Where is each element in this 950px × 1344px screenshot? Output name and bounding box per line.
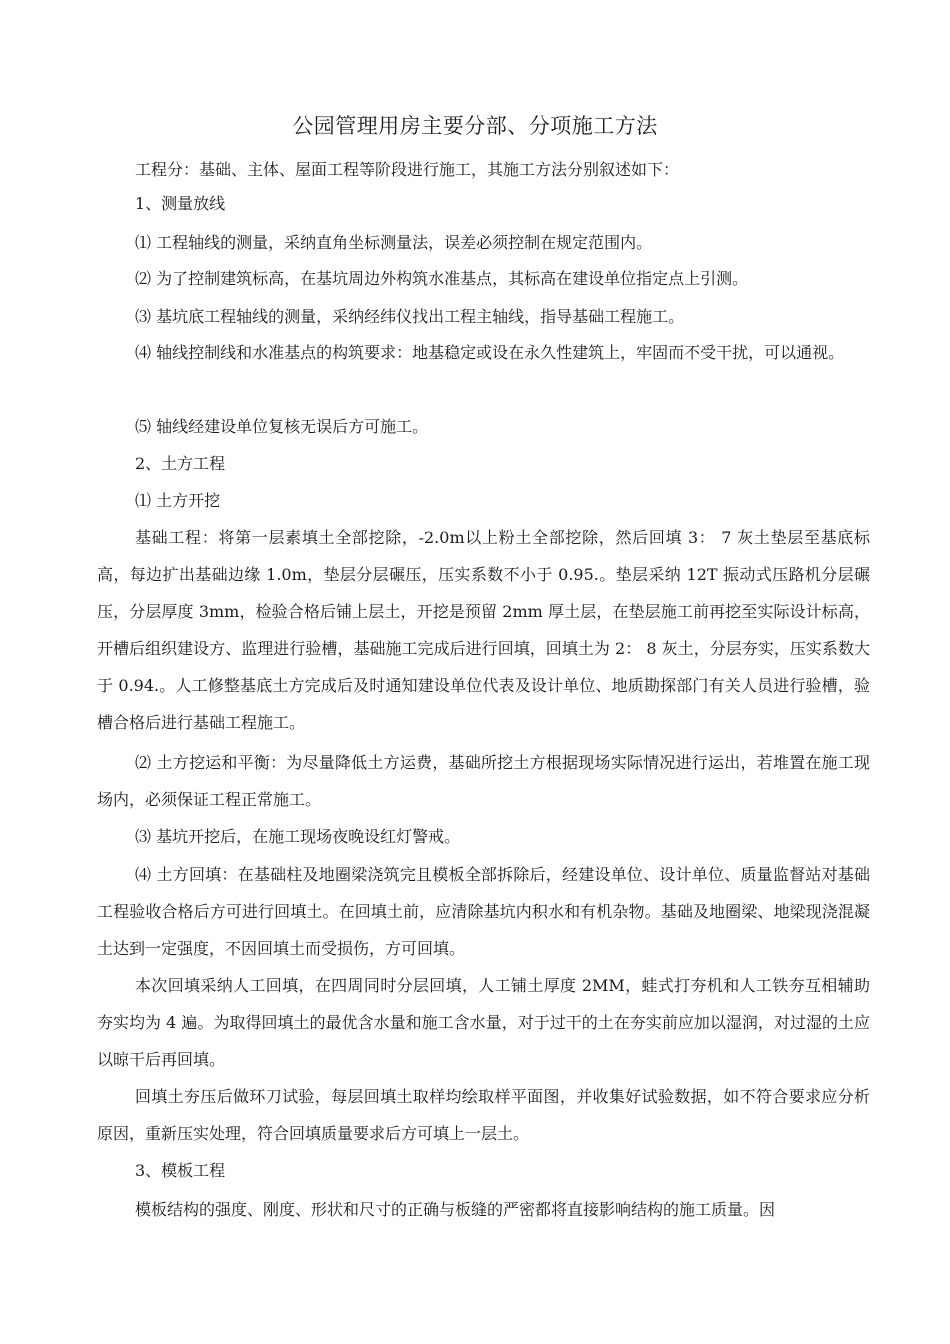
survey-item-4: ⑷ 轴线控制线和水准基点的构筑要求：地基稳定或设在永久性建筑上，牢固而不受干扰，可以通视。 [135, 343, 845, 362]
section-heading-earthwork: 2、土方工程 [135, 454, 226, 473]
survey-item-1: ⑴ 工程轴线的测量，采纳直角坐标测量法，误差必须控制在规定范围内。 [135, 233, 653, 252]
document-title: 公园管理用房主要分部、分项施工方法 [292, 114, 658, 138]
earthwork-item-2: ⑵ 土方挖运和平衡：为尽量降低土方运费，基础所挖土方根据现场实际情况进行运出，若堆置在施工现场内，必须保证工程正常施工。 [97, 753, 870, 809]
earthwork-subheading-excavation: ⑴ 土方开挖 [135, 491, 221, 510]
intro-paragraph: 工程分：基础、主体、屋面工程等阶段进行施工，其施工方法分别叙述如下： [135, 160, 680, 179]
earthwork-item-3: ⑶ 基坑开挖后，在施工现场夜晚设红灯警戒。 [135, 827, 461, 846]
survey-item-2: ⑵ 为了控制建筑标高，在基坑周边外构筑水准基点，其标高在建设单位指定点上引测。 [135, 269, 749, 288]
earthwork-foundation-paragraph: 基础工程：将第一层素填土全部挖除，-2.0m以上粉土全部挖除，然后回填 3： 7 灰土垫层至基底标高，每边扩出基础边缘 1.0m，垫层分层碾压，压实系数不小于 0.95.。垫层采纳 12T 振动式压路机分层碾压，分层厚度 3mm，检验合格后铺上层土，开挖是预留 2mm 厚土层，在垫层施工前再挖至实际设计标高，开槽后组织建设方、监理进行验槽，基础施工完成后进行回填，回填土为 2： 8 灰土，分层夯实，压实系数大于 0.94.。人工修整基底土方完成后及时通知建设单位代表及设计单位、地质勘探部门有关人员进行验槽，验槽合格后进行基础工程施工。 [97, 528, 870, 732]
section-heading-survey: 1、测量放线 [135, 194, 226, 213]
section-heading-formwork: 3、模板工程 [135, 1161, 226, 1180]
survey-item-3: ⑶ 基坑底工程轴线的测量，采纳经纬仪找出工程主轴线，指导基础工程施工。 [135, 307, 685, 326]
backfill-paragraph: 本次回填采纳人工回填，在四周同时分层回填，人工铺土厚度 2MM，蛙式打夯机和人工铁夯互相辅助夯实均为 4 遍。为取得回填土的最优含水量和施工含水量，对于过干的土在夯实前应加以湿润，对过湿的土应以晾干后再回填。 [97, 976, 870, 1069]
earthwork-item-4: ⑷ 土方回填：在基础柱及地圈梁浇筑完且模板全部拆除后，经建设单位、设计单位、质量监督站对基础工程验收合格后方可进行回填土。在回填土前，应清除基坑内积水和有机杂物。基础及地圈梁、地梁现浇混凝土达到一定强度，不因回填土而受损伤，方可回填。 [97, 865, 870, 958]
survey-item-5: ⑸ 轴线经建设单位复核无误后方可施工。 [135, 417, 429, 436]
formwork-paragraph: 模板结构的强度、刚度、形状和尺寸的正确与板缝的严密都将直接影响结构的施工质量。因 [135, 1200, 776, 1219]
backfill-test-paragraph: 回填土夯压后做环刀试验，每层回填土取样均绘取样平面图，并收集好试验数据，如不符合要求应分析原因，重新压实处理，符合回填质量要求后方可填上一层土。 [97, 1087, 870, 1143]
